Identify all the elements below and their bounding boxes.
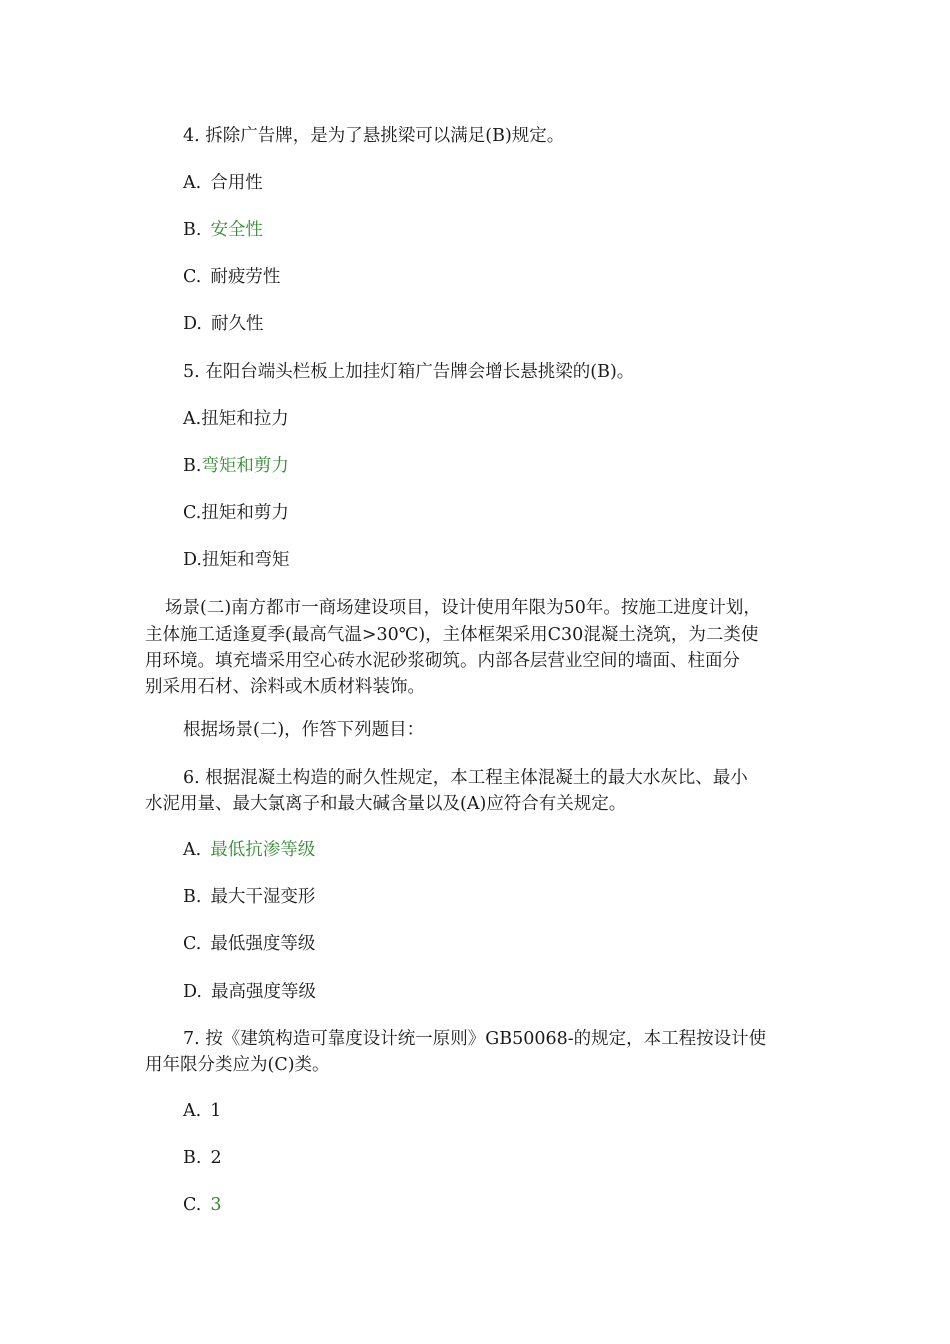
q4-option-c [183, 265, 280, 289]
correct-option-text: 弯矩和剪力 [201, 456, 289, 476]
option-label: C. [183, 503, 202, 523]
scenario-2-line-3: 用环境。填充墙采用空心砖水泥砂浆砌筑。内部各层营业空间的墙面、柱面分 [145, 651, 740, 671]
option-label: A. [183, 409, 202, 429]
option-text: 扭矩和弯矩 [201, 550, 290, 570]
question-5: 5. 在阳台端头栏板上加挂灯箱广告牌会增长悬挑梁的(B)。 [183, 362, 635, 382]
scenario-2-line-2: 主体施工适逢夏季(最高气温>30℃)，主体框架采用C30混凝土浇筑，为二类使 [145, 625, 759, 645]
option-label: D. [183, 982, 202, 1002]
option-label: A. [183, 173, 202, 193]
q7-option-b [183, 1146, 222, 1170]
q4-option-b [183, 218, 263, 242]
question-6-line-2: 水泥用量、最大氯离子和最大碱含量以及(A)应符合有关规定。 [145, 794, 627, 814]
option-label: D. [183, 550, 202, 570]
option-label: C. [183, 1195, 202, 1215]
scenario-2-line-1: 场景(二)南方都市一商场建设项目，设计使用年限为50年。按施工进度计划， [165, 598, 761, 618]
question-6-line-1: 6. 根据混凝土构造的耐久性规定，本工程主体混凝土的最大水灰比、最小 [183, 768, 748, 788]
question-7-line-1: 7. 按《建筑构造可靠度设计统一原则》GB50068-的规定，本工程按设计使 [183, 1029, 767, 1049]
q6-option-c [183, 932, 315, 956]
question-7-line-2: 用年限分类应为(C)类。 [145, 1055, 330, 1075]
q5-option-b [183, 454, 289, 478]
q5-option-a [183, 407, 289, 431]
option-label: B. [183, 456, 202, 476]
option-text: 合用性 [210, 173, 263, 193]
q5-option-d [183, 548, 289, 572]
option-text: 最高强度等级 [210, 982, 316, 1002]
q7-option-a [183, 1099, 221, 1123]
q4-option-a [183, 171, 263, 195]
option-label: B. [183, 887, 202, 907]
correct-option-text: 3 [210, 1195, 222, 1215]
option-text: 最低强度等级 [210, 934, 316, 954]
option-label: C. [183, 267, 202, 287]
option-label: C. [183, 934, 202, 954]
option-text: 耐久性 [210, 314, 264, 334]
correct-option-text: 最低抗渗等级 [210, 840, 316, 860]
option-label: A. [183, 840, 202, 860]
scenario-2-line-4: 别采用石材、涂料或木质材料装饰。 [145, 677, 425, 697]
option-label: A. [183, 1101, 202, 1121]
q6-option-a [183, 838, 315, 862]
q6-option-d [183, 980, 316, 1004]
q4-option-d [183, 312, 263, 336]
option-label: B. [183, 1148, 202, 1168]
option-text: 扭矩和剪力 [201, 503, 289, 523]
q7-option-c [183, 1193, 221, 1217]
option-text: 扭矩和拉力 [201, 409, 289, 429]
q6-option-b [183, 885, 315, 909]
scenario-2-prompt: 根据场景(二)，作答下列题目： [183, 720, 425, 740]
option-label: B. [183, 220, 202, 240]
question-4: 4. 拆除广告牌，是为了悬挑梁可以满足(B)规定。 [183, 126, 565, 146]
option-text: 耐疲劳性 [210, 267, 281, 287]
correct-option-text: 安全性 [210, 220, 263, 240]
option-text: 1 [210, 1101, 222, 1121]
option-text: 2 [210, 1148, 222, 1168]
option-label: D. [183, 314, 202, 334]
q5-option-c [183, 501, 289, 525]
option-text: 最大干湿变形 [210, 887, 316, 907]
